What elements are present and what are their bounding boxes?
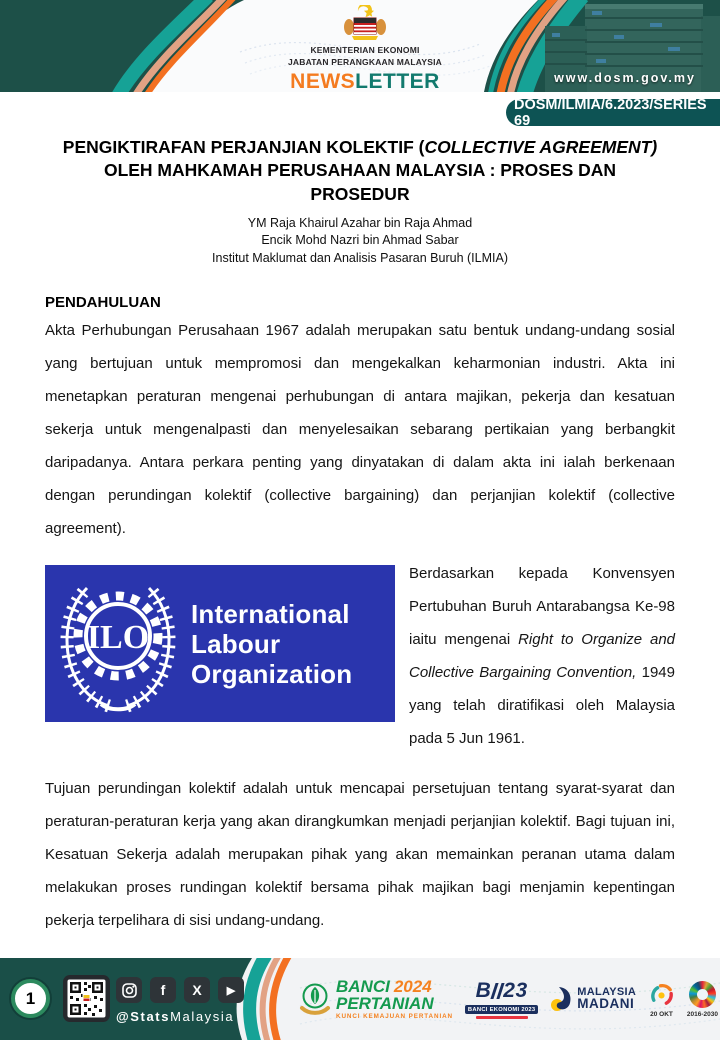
ilo-name-line1: International [191, 598, 350, 629]
ilo-text-italic: Right to Organize and Collective Bargaining Convention, [409, 631, 676, 682]
madani-hand-icon [550, 985, 573, 1013]
banci-pertanian-2024-logo [298, 978, 453, 1020]
title-post: OLEH MAHKAMAH PERUSAHAAN MALAYSIA : PROSES DAN PROSEDUR [103, 160, 617, 204]
ministry-line2: JABATAN PERANGKAAN MALAYSIA [287, 56, 442, 67]
title-italic: COLLECTIVE AGREEMENT) [424, 137, 658, 157]
malaysia-madani-logo [550, 985, 636, 1013]
sdg-logo [687, 981, 718, 1018]
handle-normal: Malaysia [170, 1009, 235, 1024]
be23-number: 23 [503, 979, 528, 1002]
ministry-line1: KEMENTERIAN EKONOMI [310, 45, 420, 55]
newsletter-part1: NEWS [290, 69, 356, 93]
ilo-text-pre: Berdasarkan kepada Konvensyen Pertubuhan Buruh Antarabangsa Ke-98 iaitu mengenai [409, 565, 675, 649]
ilo-section [45, 557, 675, 755]
be23-subline [476, 1016, 528, 1019]
title-pre: PENGIKTIRAFAN PERJANJIAN KOLEKTIF ( [62, 137, 425, 157]
header-masthead [250, 5, 480, 92]
page-number: 1 [25, 988, 36, 1008]
section-heading-pendahuluan: PENDAHULUAN [45, 294, 161, 312]
sdg-label: 2016-2030 [686, 1010, 718, 1018]
ilo-name-line2: Labour [191, 628, 281, 659]
malaysia-coat-of-arms-icon [342, 5, 388, 43]
intro-paragraph: Akta Perhubungan Perusahaan 1967 adalah merupakan satu bentuk undang-undang sosial yang bertujuan untuk mempromosi dan mengekalkan keharmonian industri. Akta ini menetapkan peraturan mengenai perhubungan di antara majikan, pekerja dan kesatuan sekerja untuk mengenalpasti dan menyelesaikan sebarang pertikaian yang berbangkit daripadanya. Antara perkara penting yang dinyatakan di dalam akta ini ialah berkenaan dengan perundingan kolektif (collective bargaining) dan perjanjian kolektif (collective agreement). [45, 322, 675, 538]
page-number-badge [11, 979, 50, 1018]
be23-label: BANCI EKONOMI 2023 [465, 1005, 539, 1014]
social-icon-row [116, 977, 244, 1003]
madani-line2: MADANI [577, 995, 635, 1011]
closing-paragraph: Tujuan perundingan kolektif adalah untuk mencapai persetujuan tentang syarat-syarat dan peraturan-peraturan kerja yang akan dirangkumkan menjadi perjanjian kolektif. Bagi tujuan ini, Kesatuan Sekerja adalah merupakan pihak yang akan memainkan peranan utama dalam melakukan proses rundingan kolektif bersama pihak majikan bagi menjamin kepentingan pekerja terpelihara di sisi undang-undang. [45, 780, 675, 930]
article-body [45, 136, 675, 937]
x-icon[interactable]: X [184, 977, 210, 1003]
banci-wordmark [336, 978, 453, 1020]
header [0, 0, 720, 92]
author-line: Encik Mohd Nazri bin Ahmad Sabar [261, 233, 459, 248]
qr-code[interactable] [63, 975, 110, 1027]
ilo-text-post: 1949 yang telah diratifikasi oleh Malaysia pada 5 Jun 1961. [409, 664, 675, 748]
newsletter-part2: LETTER [355, 69, 440, 93]
author-line: Institut Maklumat dan Analisis Pasaran Buruh (ILMIA) [212, 250, 508, 265]
newsletter-wordmark [290, 71, 440, 92]
ilo-name-line3: Organization [191, 658, 353, 689]
ilo-name [191, 599, 352, 689]
banci-year: 2024 [393, 976, 432, 996]
banci-tagline: KUNCI KEMAJUAN PERTANIAN [336, 1012, 453, 1020]
handle-bold: @Stats [116, 1009, 171, 1024]
footer-logo-strip [298, 958, 718, 1040]
author-block [45, 215, 675, 268]
ilo-logo [45, 565, 395, 722]
banci-word1: BANCI [336, 976, 390, 996]
footer [0, 958, 720, 1040]
statistics-day-icon [648, 981, 675, 1008]
ministry-name [288, 45, 442, 69]
sdg-wheel-icon [689, 981, 716, 1008]
banci-ekonomi-2023-logo [465, 979, 539, 1019]
youtube-icon[interactable]: ▶ [218, 977, 244, 1003]
instagram-icon[interactable] [116, 977, 142, 1003]
series-banner: DOSM/ILMIA/6.2023/SERIES 69 [506, 99, 720, 126]
website-link[interactable]: www.dosm.gov.my [554, 71, 696, 85]
page-title [45, 136, 675, 206]
madani-wordmark [577, 987, 636, 1010]
ilo-emblem-icon [57, 574, 179, 714]
social-media-block [116, 977, 244, 1024]
statistics-day-logo [648, 981, 675, 1018]
facebook-icon[interactable]: f [150, 977, 176, 1003]
madani-line1: MALAYSIA [577, 986, 637, 999]
ilo-paragraph [409, 557, 675, 755]
be23-letter: B [475, 979, 492, 1002]
social-handle[interactable] [116, 1009, 244, 1024]
statistics-day-label: 20 OKT [650, 1010, 673, 1018]
be23-mark [476, 979, 528, 1003]
dosm-building-photo [530, 0, 720, 92]
banci-word2: PERTANIAN [336, 993, 434, 1013]
banci-leaf-icon [298, 982, 332, 1016]
ilo-monogram: ILO [86, 618, 150, 656]
author-line: YM Raja Khairul Azahar bin Raja Ahmad [247, 215, 473, 230]
